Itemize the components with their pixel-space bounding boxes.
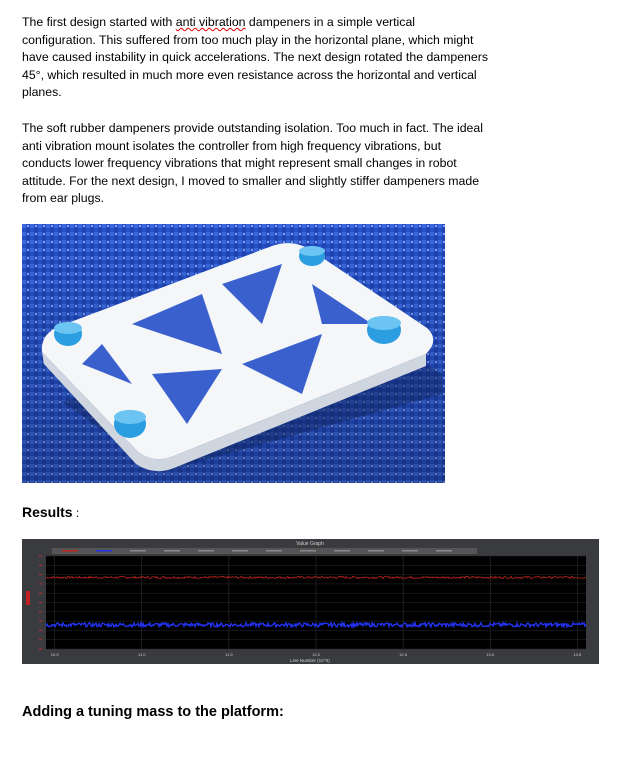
legend-swatch (96, 550, 112, 552)
x-tick-label: 13.5 (573, 652, 582, 657)
y-tick (39, 556, 42, 557)
y-tick (39, 574, 42, 575)
legend-swatch (198, 550, 214, 552)
paragraph-2: The soft rubber dampeners provide outstanding isolation. Too much in fact. The ideal anti vibration mount isolates the controller from high frequency vibrations, but conducts lower frequency vibrations that might represent small changes in robot attitude. For the next design, I moved to smaller and slightly stiffer dampeners made from ear plugs. (22, 121, 483, 206)
mount-photo-image (22, 224, 445, 483)
y-tick (39, 630, 42, 631)
y-tick (39, 649, 42, 650)
y-tick (39, 593, 42, 594)
y-tick (39, 611, 42, 612)
x-axis-label: Line Number (10^3) (290, 658, 330, 663)
value-graph (22, 539, 599, 664)
x-tick-label: 11.0 (138, 652, 146, 657)
y-tick (39, 621, 42, 622)
y-tick (39, 565, 42, 566)
dampener-back-right (299, 246, 325, 266)
misspelled-word: anti vibration (175, 15, 246, 29)
chart-title: Value Graph (296, 541, 324, 547)
legend-swatch (300, 550, 316, 552)
results-heading: Results : (22, 504, 80, 520)
legend-swatch (368, 550, 384, 552)
y-tick (39, 602, 42, 603)
value-graph-svg (22, 539, 599, 664)
dampener-front-left (114, 410, 146, 438)
y-tick (39, 583, 42, 584)
y-tick (39, 639, 42, 640)
legend-swatch (164, 550, 180, 552)
mount-photo (22, 224, 445, 483)
x-tick-label: 12.5 (399, 652, 407, 657)
y-axis-label-marker (26, 591, 30, 605)
dampener-back-left (54, 322, 82, 346)
legend-swatch (130, 550, 146, 552)
legend-swatch (436, 550, 452, 552)
paragraph-1: The first design started with anti vibration dampeners in a simple vertical configuration. This suffered from too much play in the horizontal plane, which might have caused instability in quick accelerations. The next design rotated the dampeners 45°, which resulted in much more even resistance across the horizontal and vertical planes. (22, 15, 488, 100)
legend-swatch (62, 550, 78, 552)
legend-swatch (334, 550, 350, 552)
x-tick-label: 13.0 (486, 652, 495, 657)
tuning-heading: Adding a tuning mass to the platform: (22, 704, 284, 720)
x-tick-label: 10.5 (50, 652, 59, 657)
dampener-front-right (367, 316, 401, 344)
legend-swatch (266, 550, 282, 552)
legend-swatch (402, 550, 418, 552)
legend-swatch (232, 550, 248, 552)
x-tick-label: 11.5 (225, 652, 233, 657)
x-tick-label: 12.0 (312, 652, 320, 657)
